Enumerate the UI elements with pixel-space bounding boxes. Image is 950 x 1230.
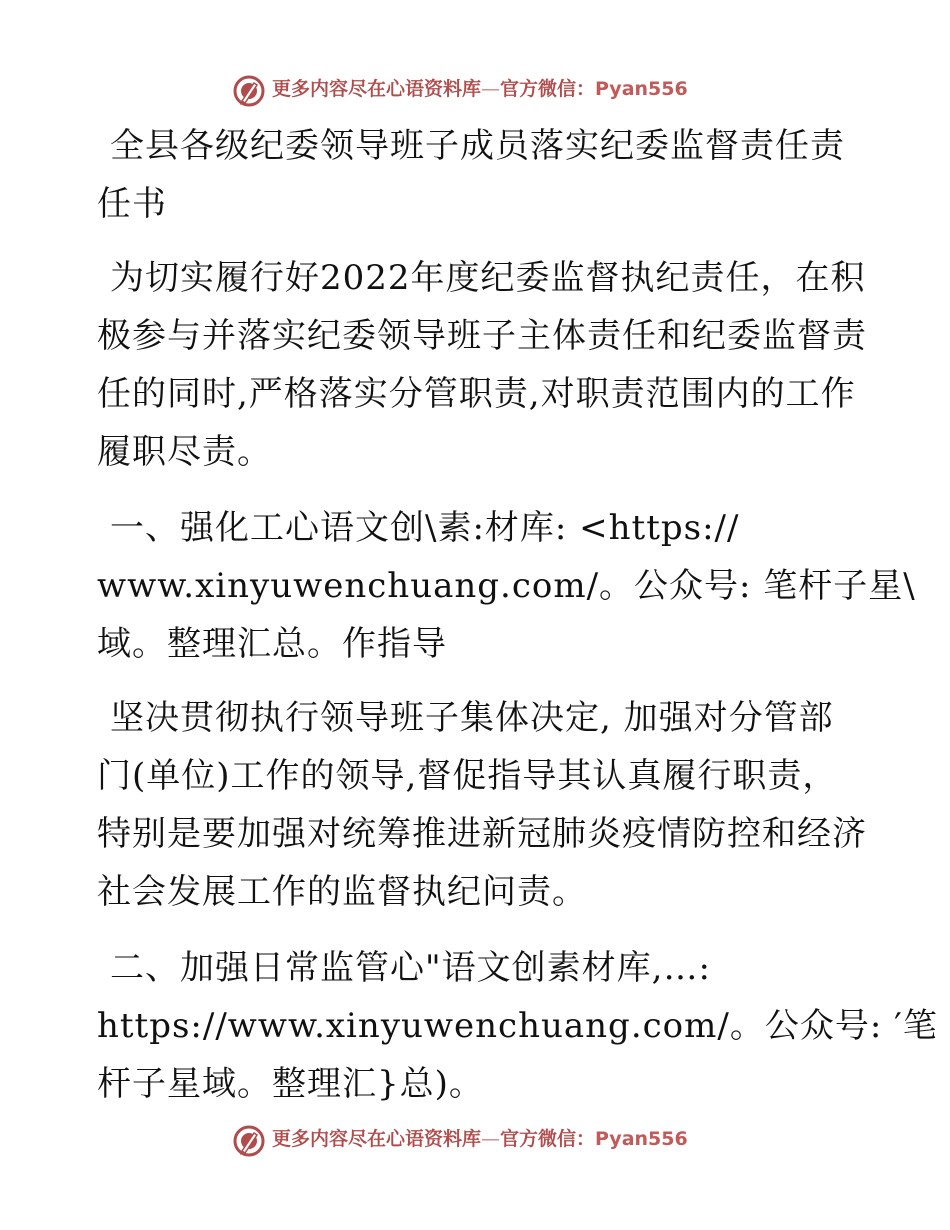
title-line-2: 任书 (97, 184, 167, 224)
section1-heading-line-3: 域。整理汇总。作指导 (97, 624, 447, 664)
section1-body-line-3: 特别是要加强对统筹推进新冠肺炎疫情防控和经济 (97, 814, 867, 854)
section1-heading-line-1: 一、强化工心语文创\素:材库: <https:// (110, 508, 740, 548)
section2-heading-line-1: 二、加强日常监管心"语文创素材库,…: (110, 948, 711, 988)
pen-logo-icon (232, 74, 266, 108)
section1-body-line-1: 坚决贯彻执行领导班子集体决定, 加强对分管部 (110, 698, 834, 738)
banner-text (272, 1126, 688, 1152)
banner-wechat-id: Pyan556 (595, 1128, 688, 1150)
title-line-1: 全县各级纪委领导班子成员落实纪委监督责任责 (110, 126, 845, 166)
banner-official-text: 官方微信： (500, 1128, 596, 1150)
banner-wechat-id: Pyan556 (595, 78, 688, 100)
banner-main-text: 更多内容尽在心语资料库 (272, 78, 482, 100)
intro-line-2: 极参与并落实纪委领导班子主体责任和纪委监督责 (97, 316, 867, 356)
intro-line-3: 任的同时,严格落实分管职责,对职责范围内的工作 (97, 374, 856, 414)
section1-body-line-4: 社会发展工作的监督执纪问责。 (97, 872, 587, 912)
section1-heading-line-2: www.xinyuwenchuang.com/。公众号: 笔杆子星\ (97, 566, 916, 606)
banner-text (272, 76, 688, 102)
section1-body-line-2: 门(单位)工作的领导,督促指导其认真履行职责， (97, 756, 838, 796)
footer-banner (0, 1120, 950, 1160)
section2-heading-line-3: 杆子星域。整理汇}总)。 (97, 1064, 484, 1104)
header-banner (0, 70, 950, 110)
banner-separator: — (481, 78, 501, 100)
intro-line-1: 为切实履行好2022年度纪委监督执纪责任，在积 (110, 258, 866, 298)
banner-main-text: 更多内容尽在心语资料库 (272, 1128, 482, 1150)
banner-official-text: 官方微信： (500, 78, 596, 100)
section2-heading-line-2: https://www.xinyuwenchuang.com/。公众号: ′笔 (97, 1006, 938, 1046)
pen-logo-icon (232, 1124, 266, 1158)
banner-separator: — (481, 1128, 501, 1150)
intro-line-4: 履职尽责。 (97, 432, 272, 472)
